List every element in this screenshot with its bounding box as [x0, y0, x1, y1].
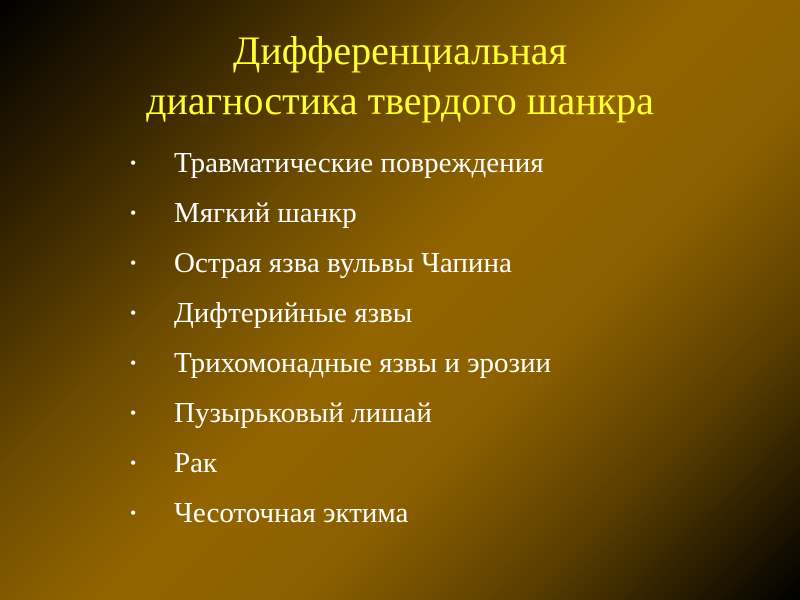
list-item-text: Чесоточная эктима: [174, 496, 409, 529]
bullet-icon: •: [130, 302, 137, 323]
bullet-icon: •: [130, 402, 137, 423]
list-item: [130, 438, 770, 488]
bullet-icon: •: [130, 502, 137, 523]
bullet-list: [130, 138, 770, 538]
bullet-icon: •: [130, 152, 137, 173]
list-item-text: Пузырьковый лишай: [174, 396, 432, 429]
list-item-text: Дифтерийные язвы: [174, 296, 413, 329]
slide-title-line-1: Дифференциальная: [233, 28, 567, 73]
slide-title: [0, 26, 800, 126]
bullet-icon: •: [130, 252, 137, 273]
slide-title-line-2: диагностика твердого шанкра: [146, 78, 654, 123]
bullet-icon: •: [130, 352, 137, 373]
list-item: [130, 488, 770, 538]
list-item: [130, 288, 770, 338]
bullet-icon: •: [130, 452, 137, 473]
list-item-text: Мягкий шанкр: [174, 196, 357, 229]
list-item: [130, 338, 770, 388]
list-item-text: Трихомонадные язвы и эрозии: [174, 346, 552, 379]
list-item: [130, 188, 770, 238]
list-item-text: Острая язва вульвы Чапина: [174, 246, 512, 279]
list-item-text: Рак: [174, 446, 218, 479]
list-item: [130, 388, 770, 438]
list-item-text: Травматические повреждения: [174, 146, 544, 179]
list-item: [130, 238, 770, 288]
bullet-icon: •: [130, 202, 137, 223]
list-item: [130, 138, 770, 188]
